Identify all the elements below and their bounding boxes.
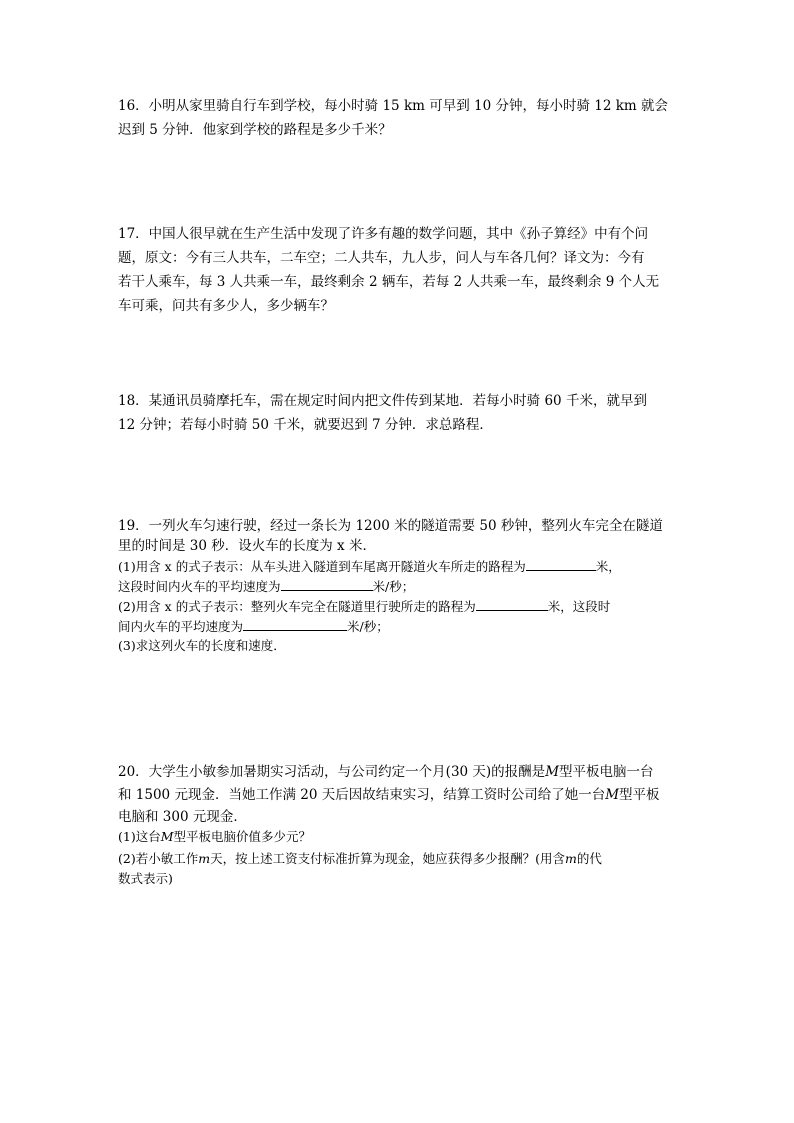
q16-line-1: 16．小明从家里骑自行车到学校，每小时骑 15 km 可早到 10 分钟，每小时骑 12 km 就会: [118, 98, 669, 114]
q17-line-1: 17．中国人很早就在生产生活中发现了许多有趣的数学问题，其中《孙子算经》中有个问: [118, 226, 649, 242]
q19-part1-line-b: [118, 577, 414, 596]
q20-part2-line-b: 数式表示): [118, 871, 173, 886]
q20-line-1: [118, 763, 654, 781]
q20-part1-text-a: (1)这台: [118, 829, 161, 844]
q20-line-2: [118, 786, 660, 804]
q19-part2-line-a: [118, 597, 610, 616]
q20-var-m: m: [564, 851, 577, 866]
q20-line-1-text-b: 型平板电脑一台: [559, 764, 654, 780]
q20-line-1-text-a: 20．大学生小敏参加暑期实习活动，与公司约定一个月(30 天)的报酬是: [118, 764, 546, 780]
q20-line-2-text-a: 和 1500 元现金．当她工作满 20 天后因故结束实习，结算工资时公司给了她一台: [118, 787, 606, 803]
q19-part1-speed-prompt: 这段时间内火车的平均速度为: [118, 579, 281, 594]
q20-part2-text-b: 天，按上述工资支付标准折算为现金，她应获得多少报酬？(用含: [210, 851, 565, 866]
q19-part1-prompt: (1)用含 x 的式子表示：从车头进入隧道到车尾离开隧道火车所走的路程为: [118, 559, 526, 574]
q19-line-1: 19．一列火车匀速行驶，经过一条长为 1200 米的隧道需要 50 秒钟，整列火车完全在隧道: [118, 518, 663, 534]
q16-line-2: 迟到 5 分钟．他家到学校的路程是多少千米？: [118, 122, 392, 138]
q20-part2-text-c: 的代: [576, 851, 602, 866]
q19-part1-line-a: [118, 557, 621, 576]
q20-line-3: 电脑和 300 元现金．: [118, 809, 247, 825]
q20-var-M: M: [160, 829, 174, 844]
q17-line-2: 题，原文：今有三人共车，二车空；二人共车，九人步，问人与车各几何？译文为：今有: [118, 250, 645, 266]
q20-part1-text-b: 型平板电脑价值多少元？: [173, 829, 312, 844]
q19-part1-unit-meters: 米，: [595, 559, 621, 574]
q19-part2-answer-blank-speed[interactable]: [243, 617, 347, 631]
q19-part2-unit-speed: 米/秒；: [347, 619, 389, 634]
q19-part1-unit-speed: 米/秒；: [372, 579, 415, 594]
q18-line-2: 12 分钟；若每小时骑 50 千米，就要迟到 7 分钟．求总路程．: [118, 417, 493, 433]
q20-part2-line-a: [118, 850, 602, 868]
q19-line-2: 里的时间是 30 秒．设火车的长度为 x 米．: [118, 538, 376, 554]
q17-line-3: 若干人乘车，每 3 人共乘一车，最终剩余 2 辆车，若每 2 人共乘一车，最终剩余 9 个人无: [118, 274, 660, 290]
q19-part2-speed-prompt: 间内火车的平均速度为: [118, 619, 244, 634]
q20-var-M: M: [545, 764, 560, 780]
q20-part2-text-a: (2)若小敏工作: [118, 851, 199, 866]
q19-part2-line-b: [118, 617, 389, 636]
q19-part1-answer-blank-distance[interactable]: [526, 557, 596, 571]
q19-part2-unit-meters: 米，这段时: [547, 599, 611, 614]
q19-part1-answer-blank-speed[interactable]: [281, 577, 373, 591]
q20-var-M: M: [605, 787, 620, 803]
q20-var-m: m: [198, 851, 211, 866]
q19-part2-prompt: (2)用含 x 的式子表示：整列火车完全在隧道里行驶所走的路程为: [118, 599, 476, 614]
q19-part2-answer-blank-distance[interactable]: [476, 597, 548, 611]
q20-line-2-text-b: 型平板: [619, 787, 660, 803]
q17-line-4: 车可乘，问共有多少人，多少辆车？: [118, 298, 334, 314]
q20-part1: [118, 828, 311, 846]
q19-part3: (3)求这列火车的长度和速度．: [118, 638, 286, 653]
q18-line-1: 18．某通讯员骑摩托车，需在规定时间内把文件传到某地．若每小时骑 60 千米，就早到: [118, 393, 647, 409]
